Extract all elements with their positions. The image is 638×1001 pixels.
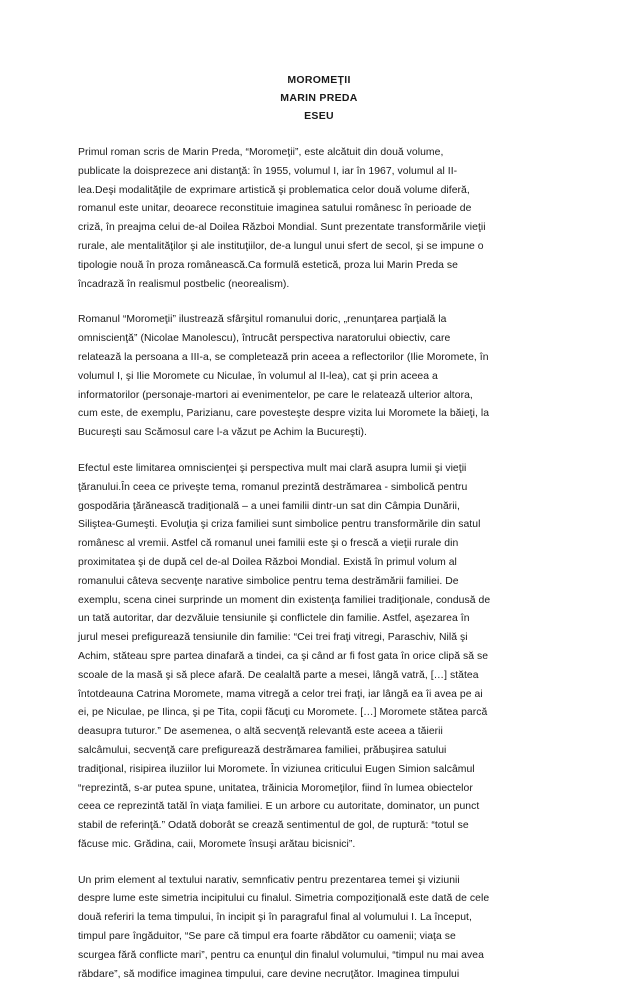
paragraph-3: Efectul este limitarea omniscienţei şi perspectiva mult mai clară asupra lumii şi vieţii ţăranului.În ceea ce priveşte tema, romanul prezintă destrămarea - simbolică pentru gospodăria ţărănească tradiţională – a unei familii dintr-un sat din Câmpia Dunării, Siliştea-Gumeşti. Evoluţia şi criza familiei sunt simbolice pentru transformările din satul românesc al vremii. Astfel că romanul unei familii este şi o frescă a vieţii rurale din proximitatea şi de după cel de-al Doilea Război Mondial. Există în primul volum al romanului câteva secvenţe narative simbolice pentru tema destrămării familiei. De exemplu, scena cinei surprinde un moment din existenţa familiei tradiţionale, condusă de un tată autoritar, dar dezvăluie tensiunile şi conflictele din familie. Astfel, aşezarea în jurul mesei prefigurează tensiunile din familie: “Cei trei fraţi vitregi, Paraschiv, Nilă şi Achim, stăteau spre partea dinafară a tindei, ca şi când ar fi fost gata în orice clipă să se scoale de la masă şi să plece afară. De cealaltă parte a mesei, lângă vatră, […] stătea întotdeauna Catrina Moromete, mama vitregă a celor trei fraţi, iar lângă ea îi avea pe ai ei, pe Niculae, pe Ilinca, şi pe Tita, copii făcuţi cu Moromete. […] Moromete stătea parcă deasupra tuturor.” De asemenea, o altă secvenţă relevantă este aceea a tăierii salcâmului, secvenţă care prefigurează destrămarea familiei, prăbuşirea satului tradiţional, risipirea iluziilor lui Moromete. În viziunea criticului Eugen Simion salcâmul “reprezintă, s-ar putea spune, unitatea, trăinicia Moromeţilor, fiind în lumea obiectelor ceea ce reprezintă tatăl în viaţa familiei. E un arbore cu autoritate, dominator, un punct stabil de referinţă.” Odată doborât se crează sentimentul de gol, de ruptură: “totul se făcuse mic. Grădina, caii, Moromete însuşi arătau bicisnici”.: [78, 462, 491, 850]
paragraph-1: Primul roman scris de Marin Preda, “Moromeţii”, este alcătuit din două volume, publicate la doisprezece ani distanţă: în 1955, volumul I, iar în 1967, volumul al II- lea.Deşi modalităţile de exprimare artistică şi problematica celor două volume diferă, romanul este unitar, deoarece reconstituie imaginea satului românesc în perioade de criză, în preajma celui de-al Doilea Război Mondial. Sunt prezentate transformările vieţii rurale, ale mentalităţilor şi ale instituţiilor, de-a lungul unui sfert de secol, şi se impune o tipologie nouă în proza românească.Ca formulă estetică, proza lui Marin Preda se încadrază în realismul postbelic (neorealism).: [78, 147, 486, 290]
document-title: MOROMEŢII: [287, 74, 351, 86]
document-author: MARIN PREDA: [280, 92, 358, 104]
paragraph-4: Un prim element al textului narativ, semnficativ pentru prezentarea temei şi viziunii despre lume este simetria incipitului cu finalul. Simetria compoziţională este dată de cele două referiri la tema timpului, în incipit şi în paragraful final al volumului I. La început, timpul pare îngăduitor, “Se pare că timpul era foarte răbdător cu oamenii; viaţa se scurgea fără conflicte mari”, pentru ca enunţul din finalul volumului, “timpul nu mai avea răbdare”, să modifice imaginea timpului, care devine necruţător. Imaginea timpului: [78, 874, 490, 980]
paragraph-2: Romanul “Moromeţii” ilustrează sfârşitul romanului doric, „renunţarea parţială la omniscienţă” (Nicolae Manolescu), întrucât perspectiva naratorului obiectiv, care relatează la persoana a III-a, se completează prin aceea a reflectorilor (Ilie Moromete, în volumul I, şi Ilie Moromete cu Niculae, în volumul al II-lea), cat şi prin aceea a informatorilor (personaje-martori ai evenimentelor, pe care le relatează ulterior altora, cum este, de exemplu, Parizianu, care povesteşte despre vizita lui Moromete la băieţi, la Bucureşti sau Scămosul care l-a văzut pe Achim la Bucureşti).: [78, 314, 490, 439]
document-genre: ESEU: [304, 110, 334, 122]
document-body: [78, 144, 562, 1001]
